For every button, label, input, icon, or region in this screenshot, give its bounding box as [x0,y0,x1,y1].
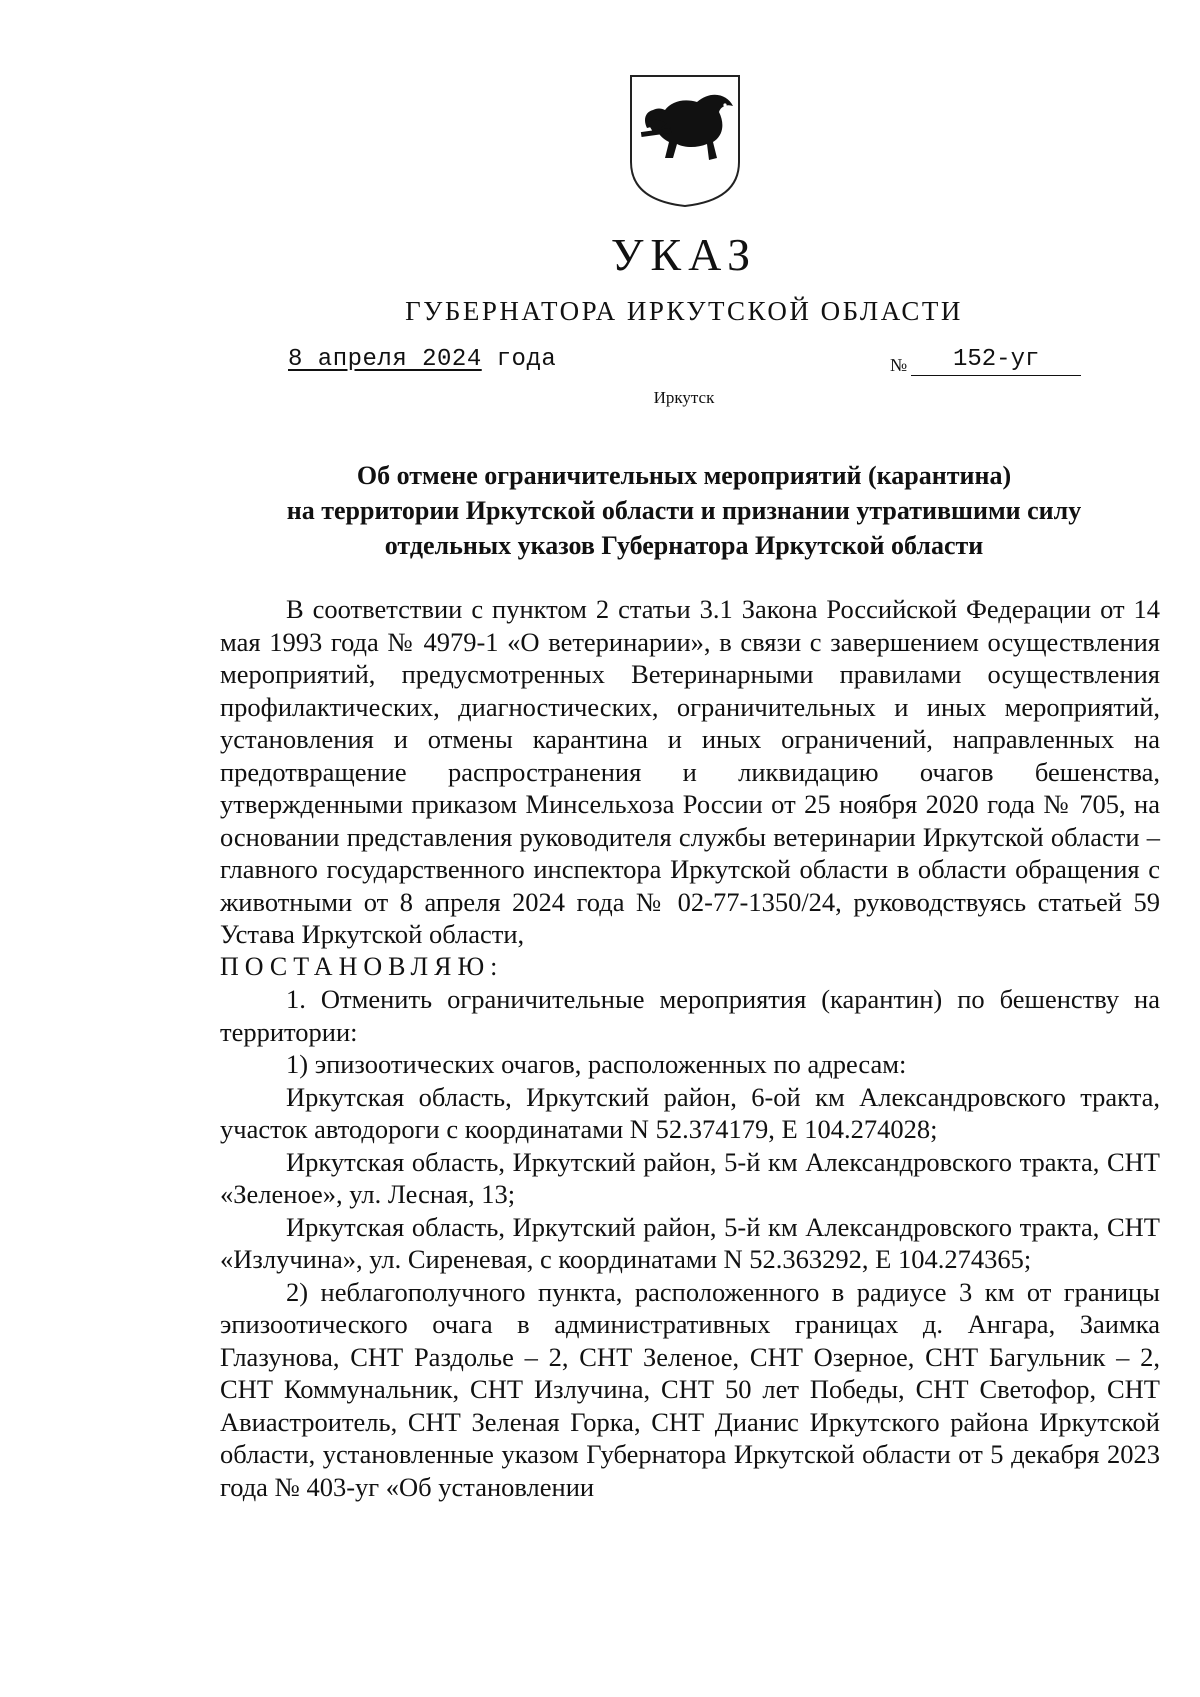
document-number [890,346,1081,376]
decree-word: ПОСТАНОВЛЯЮ: [220,951,504,981]
issuer-title: ГУБЕРНАТОРА ИРКУТСКОЙ ОБЛАСТИ [405,296,963,326]
number-sign: № [890,355,908,375]
heading-line: отдельных указов Губернатора Иркутской области [384,531,984,560]
coat-of-arms-icon [627,72,743,210]
document-title: УКАЗ [610,229,758,280]
document-city: Иркутск [653,388,715,407]
document-date [288,346,556,373]
number-value: 152-уг [911,346,1081,376]
date-suffix: года [481,346,557,373]
item-paragraph: 2) неблагополучного пункта, расположенного в радиусе 3 км от границы эпизоотического очага в административных границах д. Ангара, Заимка Глазунова, СНТ Раздолье – 2, СНТ Зеленое, СНТ Озерное, СНТ Багульник – 2, СНТ Коммунальник, СНТ Излучина, СНТ 50 лет Победы, СНТ Светофор, СНТ Авиастроитель, СНТ Зеленая Горка, СНТ Дианис Иркутского района Иркутской области, установленные указом Губернатора Иркутской области от 5 декабря 2023 года № 403-уг «Об установлении [220,1276,1160,1502]
item-paragraph: 1. Отменить ограничительные мероприятия (карантин) по бешенству на территории: [220,984,1160,1047]
heading-line: Об отмене ограничительных мероприятий (карантина) [356,461,1012,490]
heading-line: на территории Иркутской области и признании утратившими силу [286,496,1082,525]
address-paragraph: Иркутская область, Иркутский район, 5-й км Александровского тракта, СНТ «Излучина», ул. Сиреневая, с координатами N 52.363292, Е 104.274365; [220,1211,1160,1274]
preamble-paragraph: В соответствии с пунктом 2 статьи 3.1 Закона Российской Федерации от 14 мая 1993 года № 4979-1 «О ветеринарии», в связи с завершением осуществления мероприятий, предусмотренных Ветеринарными правилами осуществления профилактических, диагностических, ограничительных и иных мероприятий, установления и отмены карантина и иных ограничений, направленных на предотвращение распространения и ликвидацию очагов бешенства, утвержденными приказом Минсельхоза России от 25 ноября 2020 года № 705, на основании представления руководителя службы ветеринарии Иркутской области – главного государственного инспектора Иркутской области в области обращения с животными от 8 апреля 2024 года № 02-77-1350/24, руководствуясь статьей 59 Устава Иркутской области, [220,594,1160,949]
document-heading [240,458,1128,563]
document-body [220,593,1160,1503]
item-paragraph: 1) эпизоотических очагов, расположенных по адресам: [286,1049,907,1079]
address-paragraph: Иркутская область, Иркутский район, 6-ой км Александровского тракта, участок автодороги с координатами N 52.374179, Е 104.274028; [220,1081,1160,1144]
address-paragraph: Иркутская область, Иркутский район, 5-й км Александровского тракта, СНТ «Зеленое», ул. Лесная, 13; [220,1146,1160,1209]
date-value: 8 апреля 2024 [288,346,482,373]
